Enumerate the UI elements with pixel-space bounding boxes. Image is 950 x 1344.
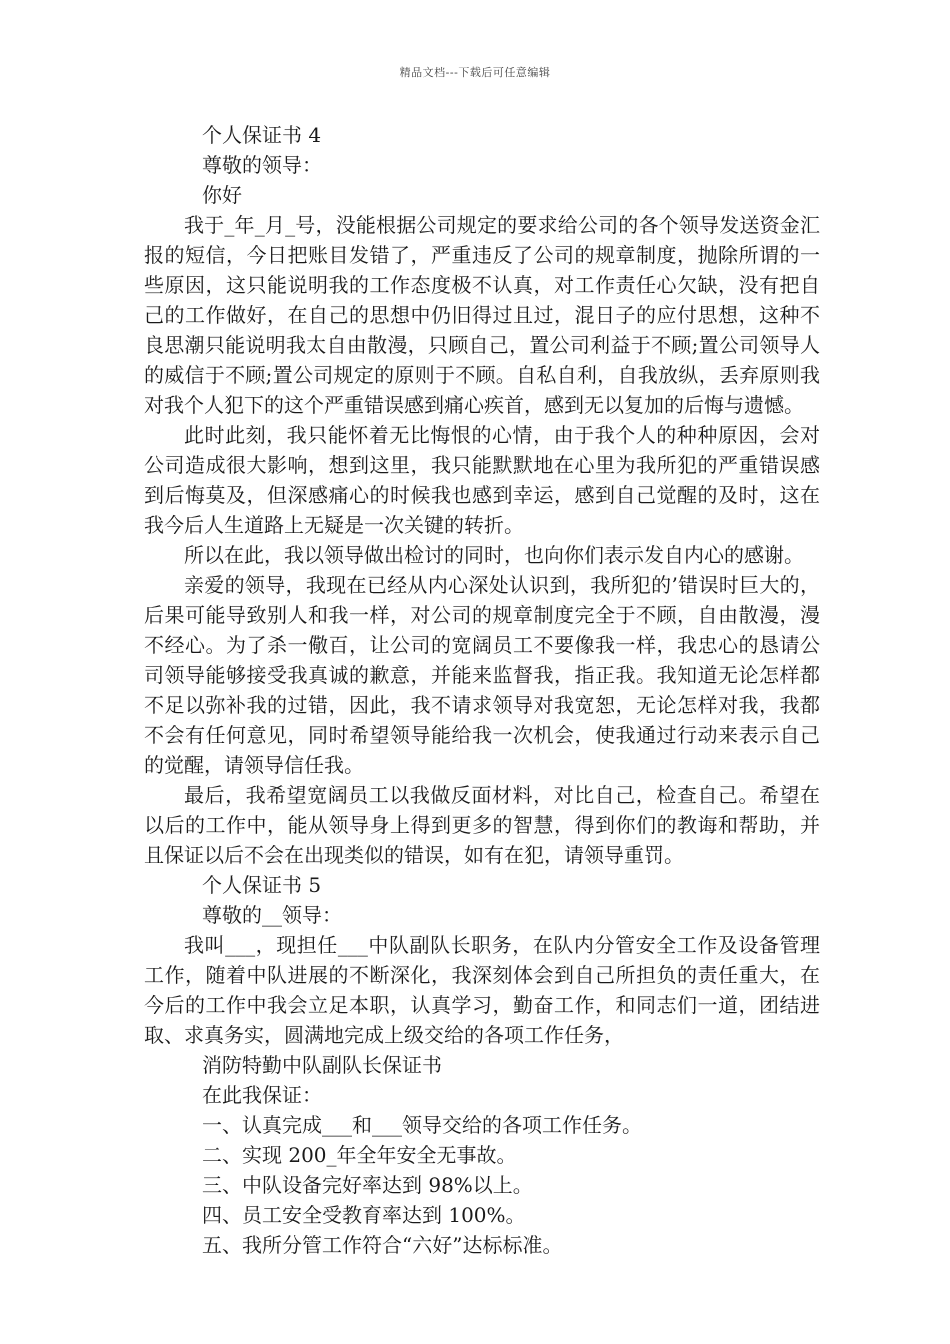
list-item: 二、实现 200_年全年安全无事故。 xyxy=(202,1143,517,1167)
paragraph: 此时此刻，我只能怀着无比悔恨的心情，由于我个人的种种原因，会对公司造成很大影响，想到这里，我只能默默地在心里为我所犯的严重错误感到后悔莫及，但深感痛心的时候我也感到幸运，感到自己觉醒的及时，这在我今后人生道路上无疑是一次关键的转折。 xyxy=(144,423,820,537)
paragraph: 我于_年_月_号，没能根据公司规定的要求给公司的各个领导发送资金汇报的短信，今日把账目发错了，严重违反了公司的规章制度，抛除所谓的一些原因，这只能说明我的工作态度极不认真，对工作责任心欠缺，没有把自己的工作做好，在自己的思想中仍旧得过且过，混日子的应付思想，这种不良思潮只能说明我太自由散漫，只顾自己，置公司利益于不顾;置公司领导人的威信于不顾;置公司规定的原则于不顾。自私自利，自我放纵，丢弃原则我对我个人犯下的这个严重错误感到痛心疾首，感到无以复加的后悔与遗憾。 xyxy=(144,213,820,417)
section-title: 个人保证书 5 xyxy=(202,873,322,897)
paragraph: 最后，我希望宽阔员工以我做反面材料，对比自己，检查自己。希望在以后的工作中，能从领导身上得到更多的智慧，得到你们的教诲和帮助，并且保证以后不会在出现类似的错误，如有在犯，请领导重罚。 xyxy=(144,783,820,867)
document-body xyxy=(144,120,820,1260)
paragraph: 所以在此，我以领导做出检讨的同时，也向你们表示发自内心的感谢。 xyxy=(184,543,804,567)
greeting: 你好 xyxy=(202,183,242,207)
list-item: 一、认真完成___和___领导交给的各项工作任务。 xyxy=(202,1113,642,1137)
subtitle: 消防特勤中队副队长保证书 xyxy=(202,1053,442,1077)
section-title: 个人保证书 4 xyxy=(202,123,322,147)
paragraph: 亲爱的领导，我现在已经从内心深处认识到，我所犯的’错误时巨大的，后果可能导致别人和我一样，对公司的规章制度完全于不顾，自由散漫，漫不经心。为了杀一儆百，让公司的宽阔员工不要像我一样，我忠心的恳请公司领导能够接受我真诚的歉意，并能来监督我，指正我。我知道无论怎样都不足以弥补我的过错，因此，我不请求领导对我宽恕，无论怎样对我，我都不会有任何意见，同时希望领导能给我一次机会，使我通过行动来表示自己的觉醒，请领导信任我。 xyxy=(144,573,820,777)
paragraph: 我叫___，现担任___中队副队长职务，在队内分管安全工作及设备管理工作，随着中队进展的不断深化，我深刻体会到自己所担负的责任重大，在今后的工作中我会立足本职，认真学习，勤奋工作，和同志们一道，团结进取、求真务实，圆满地完成上级交给的各项工作任务， xyxy=(144,933,820,1047)
page-header: 精品文档---下载后可任意编辑 xyxy=(399,66,551,79)
list-item: 三、中队设备完好率达到 98%以上。 xyxy=(202,1173,533,1197)
salutation: 尊敬的__领导： xyxy=(202,903,342,927)
list-item: 五、我所分管工作符合“六好”达标标准。 xyxy=(202,1233,563,1257)
salutation: 尊敬的领导： xyxy=(202,153,322,177)
pledge-intro: 在此我保证： xyxy=(202,1083,322,1107)
list-item: 四、员工安全受教育率达到 100%。 xyxy=(202,1203,526,1227)
